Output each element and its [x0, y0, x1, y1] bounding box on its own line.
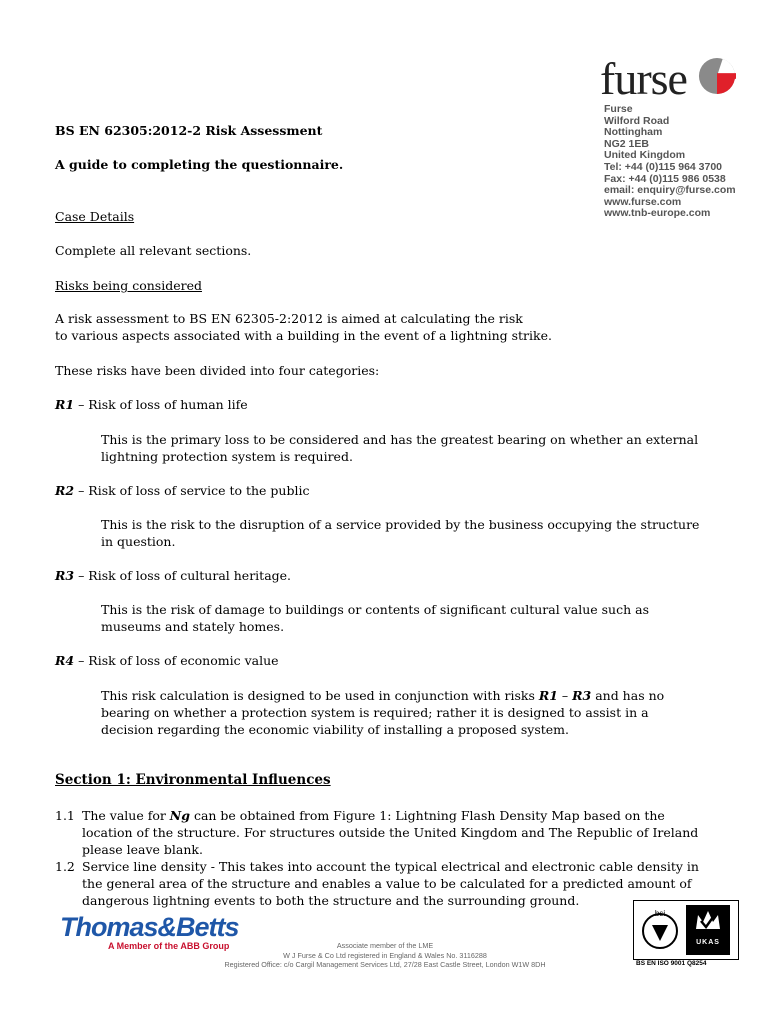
risk-r1-description: lightning protection system is required.	[101, 449, 353, 464]
bsi-kitemark-icon	[640, 907, 680, 951]
risk-r1-heading	[55, 396, 248, 413]
ukas-mark-icon	[686, 905, 730, 955]
categories-intro: These risks have been divided into four categories:	[55, 363, 380, 378]
address-line: Wilford Road	[604, 114, 670, 127]
furse-logo-mark-icon	[698, 57, 736, 95]
footer-line: Associate member of the LME	[336, 941, 434, 950]
item-1-1-text	[82, 807, 665, 824]
risk-r3-heading	[55, 567, 291, 584]
risk-r3-description: museums and stately homes.	[101, 619, 285, 634]
item-1-1-text: please leave blank.	[82, 842, 203, 857]
text-run: This risk calculation is designed to be used in conjunction with risks	[101, 688, 539, 703]
risk-title: – Risk of loss of cultural heritage.	[74, 568, 292, 583]
footer-legal	[160, 941, 610, 970]
email-line: email: enquiry@furse.com	[604, 184, 736, 197]
risk-r2-description: in question.	[101, 534, 176, 549]
risk-r4-description	[101, 687, 664, 704]
item-1-2-text: Service line density - This takes into account the typical electrical and electronic cable density in	[82, 859, 699, 874]
footer-line: Registered Office: c/o Cargil Management Services Ltd, 27/28 East Castle Street, London W1W 8DH	[224, 960, 546, 969]
item-1-2-text: the general area of the structure and enables a value to be calculated for a predicted amount of	[82, 876, 692, 891]
risk-r2-description: This is the risk to the disruption of a service provided by the business occupying the structure	[101, 517, 700, 532]
ng-symbol: Ng	[169, 808, 190, 823]
address-line: NG2 1EB	[604, 137, 649, 150]
document-title: BS EN 62305:2012-2 Risk Assessment	[55, 123, 323, 138]
risks-intro-line: A risk assessment to BS EN 62305-2:2012 is aimed at calculating the risk	[55, 311, 523, 326]
case-details-heading: Case Details	[55, 209, 135, 224]
thomas-betts-logo-text: Thomas&Betts	[60, 912, 239, 942]
case-details-text: Complete all relevant sections.	[55, 243, 252, 258]
risk-r4-description: bearing on whether a protection system is required; rather it is designed to assist in a	[101, 705, 649, 720]
risk-r4-description: decision regarding the economic viability of installing a proposed system.	[101, 722, 569, 737]
section1-heading: Section 1: Environmental Influences	[55, 772, 331, 788]
bsi-label: bsi	[654, 909, 666, 918]
certification-caption: BS EN ISO 9001 Q8254	[636, 960, 707, 967]
risk-code: R4	[55, 653, 75, 668]
item-1-2-text: dangerous lightning events to both the structure and the surrounding ground.	[82, 893, 580, 908]
fax-line: Fax: +44 (0)115 986 0538	[604, 172, 726, 185]
risk-code: R3	[55, 568, 75, 583]
risks-intro-line: to various aspects associated with a building in the event of a lightning strike.	[55, 328, 552, 343]
text-run: The value for	[82, 808, 170, 823]
risk-title: – Risk of loss of human life	[74, 397, 248, 412]
address-line: Furse	[604, 103, 633, 115]
furse-logo-text: furse	[600, 53, 687, 104]
company-address	[604, 104, 736, 220]
furse-logo	[600, 53, 687, 104]
item-number: 1.1	[55, 808, 75, 823]
address-line: Nottingham	[604, 126, 663, 139]
text-run: –	[557, 688, 573, 703]
address-line: United Kingdom	[604, 149, 686, 162]
website-line: www.tnb-europe.com	[604, 207, 711, 220]
item-1-1-text: location of the structure. For structures outside the United Kingdom and The Republic of Ireland	[82, 825, 699, 840]
risk-code: R3	[572, 688, 592, 703]
item-number: 1.2	[55, 859, 75, 874]
certification-box	[633, 900, 739, 960]
risk-r2-heading	[55, 482, 309, 499]
ukas-crown-icon	[686, 905, 730, 935]
phone-line: Tel: +44 (0)115 964 3700	[604, 160, 723, 173]
risks-heading: Risks being considered	[55, 278, 202, 293]
risk-r3-description: This is the risk of damage to buildings or contents of significant cultural value such as	[101, 602, 649, 617]
risk-r4-heading	[55, 652, 279, 669]
risk-r1-description: This is the primary loss to be considered and has the greatest bearing on whether an external	[101, 432, 699, 447]
text-run: and has no	[591, 688, 665, 703]
risk-title: – Risk of loss of service to the public	[74, 483, 310, 498]
website-line: www.furse.com	[604, 195, 682, 208]
thomas-betts-tagline: A Member of the ABB Group	[108, 941, 230, 951]
document-subtitle: A guide to completing the questionnaire.	[55, 157, 344, 172]
footer-line: W J Furse & Co Ltd registered in England & Wales No. 3116288	[283, 950, 487, 960]
risk-code: R1	[538, 688, 558, 703]
ukas-label: UKAS	[696, 939, 720, 946]
text-run: can be obtained from Figure 1: Lightning Flash Density Map based on the	[189, 808, 665, 823]
risk-code: R1	[55, 397, 75, 412]
risk-title: – Risk of loss of economic value	[74, 653, 279, 668]
risk-code: R2	[55, 483, 75, 498]
